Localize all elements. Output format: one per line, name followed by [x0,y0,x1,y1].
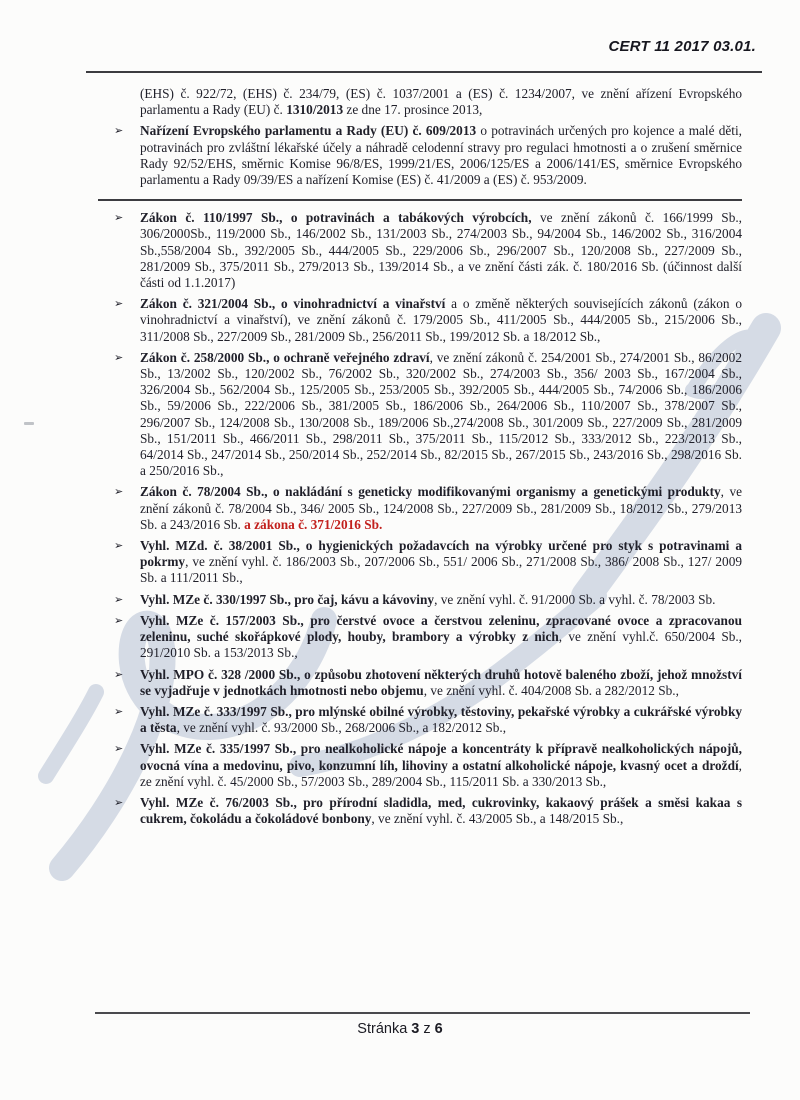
text-segment-normal: , ve znění vyhl. č. 43/2005 Sb., a 148/2015 Sb., [371,811,624,827]
text-segment-bold: Vyhl. MZd. č. 38/2001 Sb., o hygienických požadavcích na výrobky určené pro styk s potravinami a pokrmy [140,538,742,570]
text-segment-normal: , ve znění vyhl. č. 404/2008 Sb. a 282/2012 Sb., [423,682,679,698]
page-footer [0,1021,800,1037]
list-bullet-icon: ➢ [114,351,124,364]
footer-total-pages: 6 [434,1021,443,1037]
paragraph-eu-regulation-continuation [140,86,742,118]
list-bullet-icon: ➢ [114,540,124,553]
text-segment-bold: Vyhl. MZe č. 330/1997 Sb., pro čaj, kávu a kávoviny [140,591,435,607]
text-segment-normal: o potravinách určených pro kojence a malé děti, potravinách pro zvláštní lékařské účely a náhradě celodenní stravy pro regulaci hmotnosti a o zrušení směrnice Rady 92/52/EHS, směrnic Komise 96/8/ES, 1999/21/ES, 2006/125/ES a 2006/141/ES, směrnice Evropského parlamentu a Rady 09/39/ES a nařízení Komise (ES) č. 41/2009 a (ES) č. 953/2009. [140,123,742,188]
footer-label: Stránka [357,1021,408,1037]
paragraph-vyhl-mzd-38-2001 [114,538,742,587]
text-segment-bold: Vyhl. MZe č. 157/2003 Sb., pro čerstvé ovoce a čerstvou zeleninu, zpracované ovoce a zpracovanou zeleninu, suché skořápkové plody, houby, brambory a výrobky z nich [140,612,742,645]
section-divider [98,199,742,201]
text-segment-normal: , ve znění vyhl.č. 650/2004 Sb., 291/2010 Sb. a 153/2013 Sb., [140,629,743,661]
paragraph-vyhl-mze-333-1997 [114,703,742,736]
list-bullet-icon: ➢ [114,705,124,718]
text-segment-bold: Nařízení Evropského parlamentu a Rady (EU) č. 609/2013 [140,123,477,139]
text-segment-bold: Vyhl. MZe č. 333/1997 Sb., pro mlýnské obilné výrobky, těstoviny, pekařské výrobky a cukrářské výrobky a těsta [140,703,742,736]
document-body [114,86,743,827]
list-bullet-icon: ➢ [114,593,124,606]
list-bullet-icon: ➢ [114,125,124,138]
text-segment-bold: Vyhl. MZe č. 76/2003 Sb., pro přírodní sladidla, med, cukrovinky, kakaový prášek a směsi kakaa s cukrem, čokoládu a čokoládové bonbony [140,794,742,827]
list-bullet-icon: ➢ [114,743,124,756]
text-segment-normal: , ve znění vyhl. č. 93/2000 Sb., 268/2006 Sb., a 182/2012 Sb., [176,720,507,736]
list-bullet-icon: ➢ [114,212,124,225]
paragraph-zakon-110-1997 [114,210,742,291]
text-segment-bold: Zákon č. 78/2004 Sb., o nakládání s geneticky modifikovanými organismy a genetickými produkty [140,484,721,500]
paragraph-vyhl-mpo-328-2000 [114,666,742,699]
footer-rule [95,1012,750,1014]
paragraph-zakon-321-2004 [114,296,742,345]
paragraph-vyhl-mze-157-2003 [114,612,743,662]
text-segment-normal: ve znění zákonů č. 166/1999 Sb., 306/2000Sb., 119/2000 Sb., 146/2002 Sb., 131/2003 Sb., 274/2003 Sb., 94/2004 Sb., 146/2002 Sb., 316/2004 Sb.,558/2004 Sb., 392/2005 Sb., 444/2005 Sb., 229/2006 Sb., 296/2007 Sb., 120/2008 Sb., 227/2009 Sb., 281/2009 Sb., 375/2011 Sb., 279/2013 Sb., 139/2014 Sb., a ve znění části zák. č. 180/2016 Sb. (účinnost další části od 1.1.2017) [140,210,742,291]
document-code: CERT 11 2017 03.01. [608,38,756,55]
text-segment-normal: , ve znění zákonů č. 254/2001 Sb., 274/2001 Sb., 86/2002 Sb., 13/2002 Sb., 120/2002 Sb., 76/2002 Sb., 320/2002 Sb., 274/2003 Sb., 356/ 2003 Sb., 167/2004 Sb., 326/2004 Sb., 562/2004 Sb., 125/2005 Sb., 253/2005 Sb., 392/2005 Sb., 444/2005 Sb., 74/2006 Sb., 186/2006 Sb., 59/2006 Sb., 222/2006 Sb., 381/2005 Sb., 186/2006 Sb., 264/2006 Sb., 110/2007 Sb., 378/2007 Sb., 296/2007 Sb., 124/2008 Sb., 130/2008 Sb., 189/2006 Sb.,274/2008 Sb., 301/2009 Sb., 227/2009 Sb., 281/2009 Sb., 151/2011 Sb., 466/2011 Sb., 298/2011 Sb., 375/2011 Sb., 115/2012 Sb., 333/2012 Sb., 223/2013 Sb., 64/2014 Sb., 247/2014 Sb., 250/2014 Sb., 252/2014 Sb., 82/2015 Sb., 267/2015 Sb., 243/2016 Sb., 298/2016 Sb. a 250/2016 Sb., [140,349,742,479]
paragraph-narizeni-609-2013 [114,123,742,188]
text-segment-normal: , ve znění vyhl. č. 91/2000 Sb. a vyhl. č. 78/2003 Sb. [434,591,716,607]
footer-page-number: 3 [411,1021,420,1037]
text-segment-bold: Zákon č. 110/1997 Sb., o potravinách a tabákových výrobcích, [140,210,532,226]
text-segment-redbold: a zákona č. 371/2016 Sb. [244,516,383,532]
text-segment-normal: ze dne 17. prosince 2013, [343,102,483,118]
text-segment-bold: Zákon č. 258/2000 Sb., o ochraně veřejného zdraví [140,349,430,365]
footer-of-word: z [423,1021,431,1037]
list-bullet-icon: ➢ [114,668,124,681]
scan-artifact-dash [24,422,34,425]
list-bullet-icon: ➢ [114,796,124,809]
header-rule [86,71,762,73]
text-segment-normal: , ze znění vyhl. č. 45/2000 Sb., 57/2003 Sb., 289/2004 Sb., 115/2011 Sb. a 330/2013 Sb., [140,757,742,789]
text-segment-bold: Vyhl. MZe č. 335/1997 Sb., pro nealkoholické nápoje a koncentráty k přípravě nealkoholických nápojů, ovocná vína a medovinu, pivo, konzumní líh, lihoviny a ostatní alkoholické nápoje, kvasný ocet a droždí [140,741,742,773]
paragraph-zakon-258-2000 [114,349,742,480]
list-bullet-icon: ➢ [114,614,124,627]
text-segment-normal: , ve znění zákonů č. 78/2004 Sb., 346/ 2005 Sb., 124/2008 Sb., 227/2009 Sb., 281/2009 Sb., 18/2012 Sb., 279/2013 Sb. a 243/2016 Sb. [140,484,742,532]
paragraph-vyhl-mze-76-2003 [114,794,742,827]
text-segment-normal: (EHS) č. 922/72, (EHS) č. 234/79, (ES) č. 1037/2001 a (ES) č. 1234/2007, ve znění ařízení Evropského parlamentu a Rady (EU) č. [140,86,742,118]
text-segment-bold: Vyhl. MPO č. 328 /2000 Sb., o způsobu zhotovení některých druhů hotově baleného zboží, jehož množství se vyjadřuje v jednotkách hmotnosti nebo objemu [140,666,742,698]
paragraph-vyhl-mze-330-1997 [114,591,742,608]
paragraph-vyhl-mze-335-1997 [114,741,742,790]
list-bullet-icon: ➢ [114,486,124,499]
text-segment-bold: Zákon č. 321/2004 Sb., o vinohradnictví a vinařství [140,296,446,312]
paragraph-zakon-78-2004 [114,484,742,533]
text-segment-normal: , ve znění vyhl. č. 186/2003 Sb., 207/2006 Sb., 551/ 2006 Sb., 271/2008 Sb., 386/ 2008 Sb., 127/ 2009 Sb. a 111/2011 Sb., [140,554,742,586]
text-segment-bold: 1310/2013 [286,102,344,118]
text-segment-normal: a o změně některých souvisejících zákonů (zákon o vinohradnictví a vinařství), ve znění zákonů č. 179/2005 Sb., 411/2005 Sb., 444/2005 Sb., 215/2006 Sb., 311/2008 Sb., 227/2009 Sb., 281/2009 Sb., 256/2011 Sb., 199/2012 Sb. a 18/2012 Sb., [140,296,742,344]
list-bullet-icon: ➢ [114,298,124,311]
